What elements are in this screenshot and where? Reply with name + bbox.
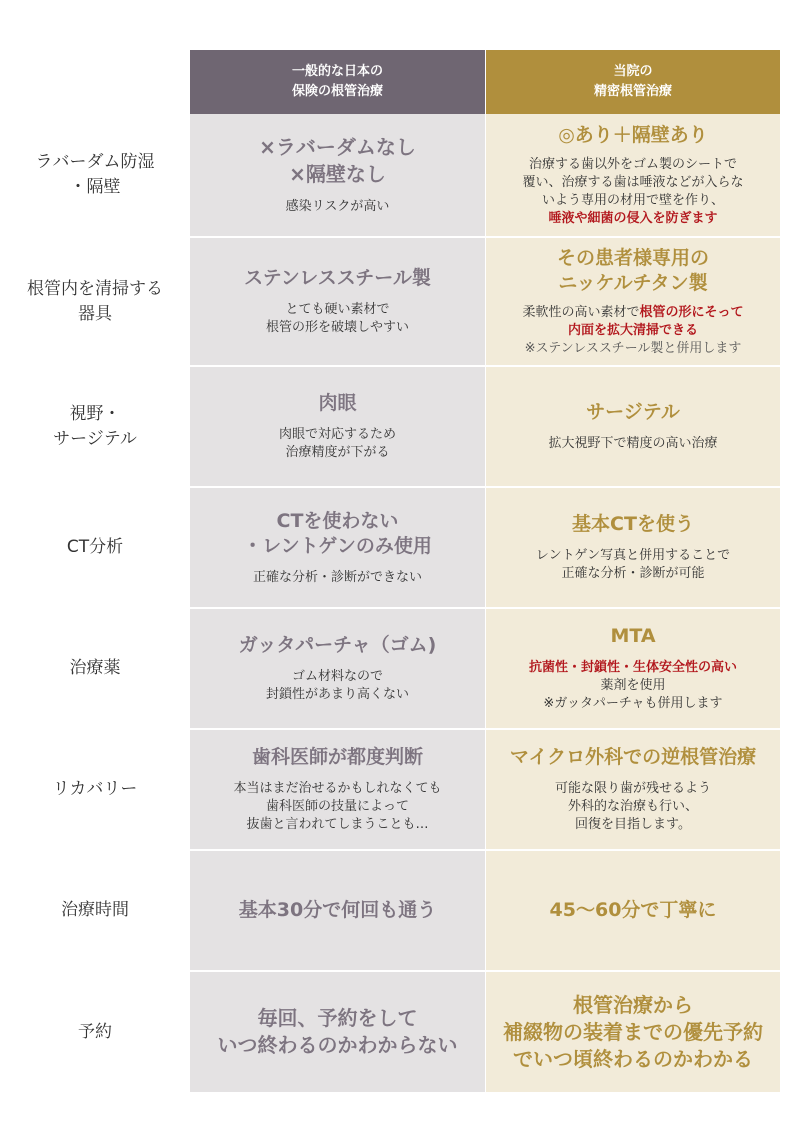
general-desc: 肉眼で対応するため — [278, 427, 396, 442]
row-label-reservation — [0, 972, 190, 1092]
ours-title: マイクロ外科での逆根管治療 — [509, 746, 757, 768]
ours-title: ◎あり＋隔壁あり — [558, 123, 708, 146]
row-label-line: 視野・ — [69, 403, 121, 424]
ours-desc: 柔軟性の高い素材で — [522, 304, 640, 320]
ours-desc-highlight: 唾液や細菌の侵入を防ぎます — [548, 210, 718, 226]
ours-title: ニッケルチタン製 — [558, 271, 708, 294]
ours-title: 45〜60分で丁寧に — [549, 899, 717, 921]
ours-title: サージテル — [586, 401, 680, 423]
row-label-ct — [0, 488, 190, 607]
row-label-line: 器具 — [78, 303, 112, 324]
ours-note: ※ステンレススチール製と併用します — [524, 340, 742, 356]
row-label-rubber-dam — [0, 114, 190, 236]
row-label-time — [0, 851, 190, 970]
general-title: 基本30分で何回も通う — [238, 899, 437, 921]
general-desc: 感染リスクが高い — [285, 199, 390, 214]
ours-cell-reservation — [486, 972, 780, 1092]
general-desc: 正確な分析・診断ができない — [252, 569, 422, 585]
general-title: ×ラバーダムなし — [259, 135, 416, 159]
row-label-line: 治療薬 — [69, 658, 121, 678]
ours-title: 根管治療から — [573, 992, 693, 1017]
ours-title: 基本CTを使う — [572, 513, 694, 535]
general-cell-rubber-dam — [190, 114, 485, 236]
ours-title: 補綴物の装着までの優先予約 — [503, 1019, 763, 1044]
ours-cell-instrument — [486, 238, 780, 365]
general-title: ガッタパーチャ（ゴム) — [238, 634, 437, 656]
ours-title: でいつ頃終わるのかわかる — [513, 1046, 753, 1071]
ours-desc: 覆い、治療する歯は唾液などが入らな — [522, 174, 744, 190]
general-cell-time — [190, 851, 485, 970]
general-title: 毎回、予約をして — [257, 1006, 418, 1030]
general-title: ・レントゲンのみ使用 — [243, 534, 432, 557]
ours-cell-recovery — [486, 730, 780, 849]
header-ours-line2: 精密根管治療 — [593, 84, 672, 99]
general-title: 歯科医師が都度判断 — [251, 746, 423, 768]
ours-desc: 治療する歯以外をゴム製のシートで — [528, 156, 737, 172]
general-title: CTを使わない — [276, 509, 399, 532]
general-cell-vision — [190, 367, 485, 486]
row-label-line: CT分析 — [66, 537, 124, 557]
general-desc: とても硬い素材で — [285, 302, 390, 317]
ours-desc-highlight: 根管の形にそって — [639, 304, 744, 320]
row-label-vision — [0, 367, 190, 486]
ours-desc: 可能な限り歯が残せるよう — [554, 781, 711, 796]
ours-title: MTA — [610, 625, 656, 647]
row-label-line: ・隔壁 — [69, 177, 121, 197]
general-desc: 治療精度が下がる — [285, 445, 390, 460]
row-label-line: リカバリー — [52, 779, 138, 799]
general-cell-medicine — [190, 609, 485, 728]
ours-cell-rubber-dam — [486, 114, 780, 236]
ours-desc: 薬剤を使用 — [600, 678, 666, 693]
ours-desc: レントゲン写真と併用することで — [535, 548, 731, 563]
row-label-instrument — [0, 238, 190, 365]
ours-cell-vision — [486, 367, 780, 486]
general-desc: 根管の形を破壊しやすい — [265, 320, 409, 335]
ours-desc: 外科的な治療も行い、 — [567, 799, 698, 814]
general-cell-instrument — [190, 238, 485, 365]
general-title: いつ終わるのかわからない — [217, 1033, 458, 1057]
ours-desc-highlight: 内面を拡大清掃できる — [567, 322, 698, 338]
row-label-line: 治療時間 — [61, 900, 129, 920]
ours-cell-medicine — [486, 609, 780, 728]
ours-desc-highlight: 抗菌性・封鎖性・生体安全性の高い — [528, 660, 737, 675]
general-title: ×隔壁なし — [289, 162, 386, 186]
header-ours-line1: 当院の — [613, 64, 653, 79]
ours-desc: ※ガッタパーチャも併用します — [543, 696, 723, 711]
general-title: 肉眼 — [318, 392, 357, 414]
row-label-recovery — [0, 730, 190, 849]
header-general — [190, 50, 485, 114]
general-title: ステンレススチール製 — [244, 267, 431, 289]
row-label-line: サージテル — [53, 428, 137, 449]
ours-title: その患者様専用の — [556, 246, 709, 269]
general-desc: 抜歯と言われてしまうことも… — [246, 817, 429, 832]
header-general-line1: 一般的な日本の — [291, 64, 383, 79]
row-label-line: ラバーダム防湿 — [35, 152, 155, 172]
header-ours — [486, 50, 780, 114]
ours-desc: いよう専用の材用で壁を作り、 — [541, 192, 724, 208]
general-cell-recovery — [190, 730, 485, 849]
ours-desc: 拡大視野下で精度の高い治療 — [548, 436, 718, 451]
row-label-line: 根管内を清掃する — [27, 278, 163, 299]
general-cell-reservation — [190, 972, 485, 1092]
general-desc: ゴム材料なので — [291, 669, 383, 684]
row-label-line: 予約 — [78, 1021, 112, 1042]
header-general-line2: 保険の根管治療 — [291, 84, 383, 99]
general-desc: 封鎖性があまり高くない — [265, 687, 409, 702]
ours-cell-ct — [486, 488, 780, 607]
ours-cell-time — [486, 851, 780, 970]
general-cell-ct — [190, 488, 485, 607]
ours-desc: 正確な分析・診断が可能 — [561, 566, 705, 581]
ours-desc: 回復を目指します。 — [575, 817, 691, 832]
general-desc: 歯科医師の技量によって — [265, 799, 409, 814]
row-label-medicine — [0, 609, 190, 728]
general-desc: 本当はまだ治せるかもしれなくても — [233, 781, 442, 796]
